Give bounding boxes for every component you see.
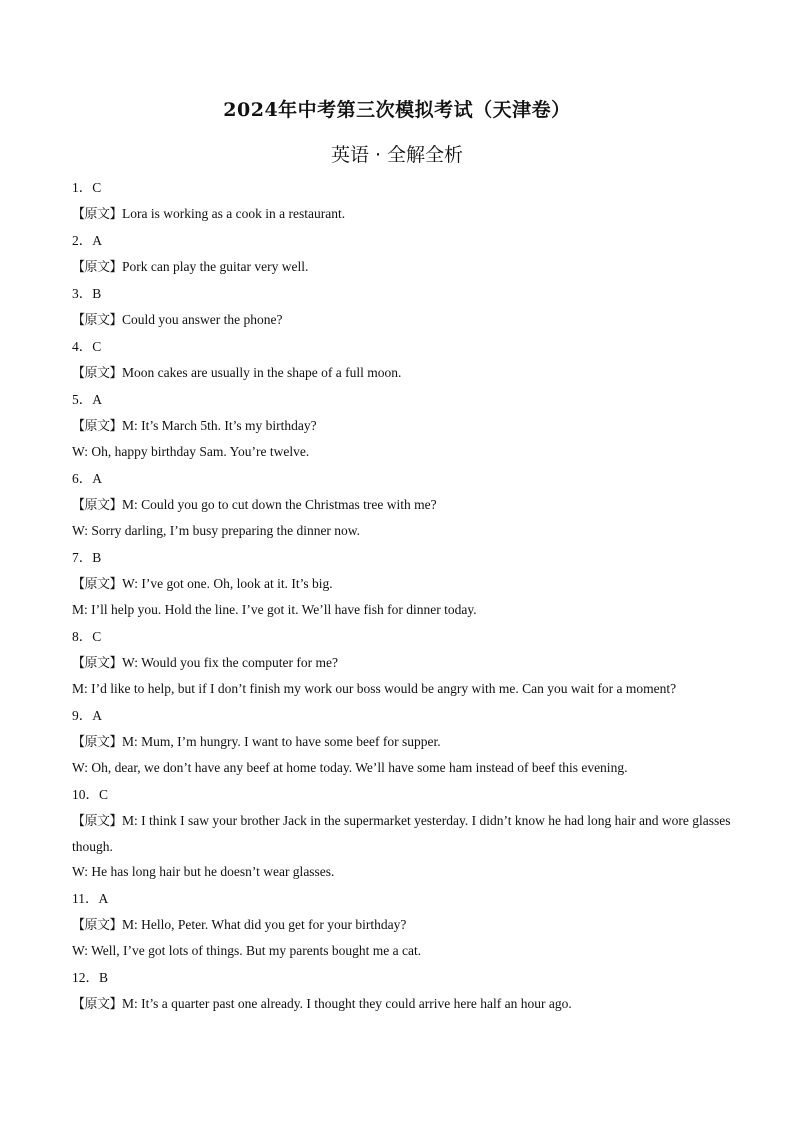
answer-key: 6．A xyxy=(72,471,102,486)
source-tag: 【原文】 xyxy=(72,498,123,513)
transcript-line xyxy=(72,492,732,518)
answer-key: 8．C xyxy=(72,629,102,644)
answer-key: 3．B xyxy=(72,286,102,301)
source-tag: 【原文】 xyxy=(72,656,123,671)
source-tag: 【原文】 xyxy=(72,735,123,750)
transcript-line xyxy=(72,912,732,938)
page-subtitle: 英语 · 全解全析 xyxy=(330,144,464,166)
answer-key: 10．C xyxy=(72,787,109,802)
transcript-text: W: I’ve got one. Oh, look at it. It’s big. xyxy=(122,576,333,591)
source-tag: 【原文】 xyxy=(72,260,123,275)
transcript-text: M: It’s a quarter past one already. I thought they could arrive here half an hour ago. xyxy=(122,996,572,1011)
transcript-line xyxy=(72,729,732,755)
transcript-text: M: It’s March 5th. It’s my birthday? xyxy=(122,418,317,433)
source-tag: 【原文】 xyxy=(72,419,123,434)
source-tag: 【原文】 xyxy=(72,366,123,381)
transcript-reply xyxy=(72,938,732,964)
transcript-text: Pork can play the guitar very well. xyxy=(122,259,309,274)
transcript-line xyxy=(72,201,732,227)
transcript-text: M: I’ll help you. Hold the line. I’ve got it. We’ll have fish for dinner today. xyxy=(72,602,477,617)
answer-key: 12．B xyxy=(72,970,109,985)
transcript-line xyxy=(72,413,732,439)
transcript-line xyxy=(72,307,732,333)
answer-item xyxy=(72,781,732,885)
answer-key: 7．B xyxy=(72,550,102,565)
source-tag: 【原文】 xyxy=(72,577,123,592)
answer-key: 4．C xyxy=(72,339,102,354)
answer-key: 1．C xyxy=(72,180,102,195)
transcript-reply xyxy=(72,439,732,465)
answer-item xyxy=(72,386,732,465)
transcript-text: M: Hello, Peter. What did you get for your birthday? xyxy=(122,917,407,932)
transcript-text: Moon cakes are usually in the shape of a full moon. xyxy=(122,365,402,380)
transcript-line xyxy=(72,991,732,1017)
answer-list xyxy=(72,174,732,1017)
answer-key: 9．A xyxy=(72,708,102,723)
answer-item xyxy=(72,885,732,964)
answer-key: 2．A xyxy=(72,233,102,248)
answer-item xyxy=(72,623,732,702)
transcript-text: W: He has long hair but he doesn’t wear glasses. xyxy=(72,864,335,879)
transcript-text: Lora is working as a cook in a restaurant. xyxy=(122,206,346,221)
transcript-text: M: I’d like to help, but if I don’t finish my work our boss would be angry with me. Can you wait for a moment? xyxy=(72,681,677,696)
transcript-reply xyxy=(72,597,732,623)
transcript-text: W: Oh, dear, we don’t have any beef at home today. We’ll have some ham instead of beef this evening. xyxy=(72,760,628,775)
transcript-line xyxy=(72,254,732,280)
transcript-text: Could you answer the phone? xyxy=(122,312,283,327)
source-tag: 【原文】 xyxy=(72,997,123,1012)
transcript-text: M: I think I saw your brother Jack in the supermarket yesterday. I didn’t know he had long hair and wore glasses though. xyxy=(72,813,731,854)
transcript-reply xyxy=(72,859,732,885)
source-tag: 【原文】 xyxy=(72,918,123,933)
transcript-text: W: Sorry darling, I’m busy preparing the dinner now. xyxy=(72,523,361,538)
answer-item xyxy=(72,702,732,781)
page-title: 2024年中考第三次模拟考试（天津卷） xyxy=(223,99,571,121)
answer-item xyxy=(72,227,732,280)
transcript-reply xyxy=(72,676,732,702)
answer-item xyxy=(72,174,732,227)
answer-item xyxy=(72,280,732,333)
transcript-text: W: Well, I’ve got lots of things. But my parents bought me a cat. xyxy=(72,943,422,958)
answer-item xyxy=(72,465,732,544)
transcript-text: M: Mum, I’m hungry. I want to have some beef for supper. xyxy=(122,734,441,749)
transcript-reply xyxy=(72,755,732,781)
answer-item xyxy=(72,964,732,1017)
transcript-text: W: Would you fix the computer for me? xyxy=(122,655,338,670)
source-tag: 【原文】 xyxy=(72,814,123,829)
transcript-text: W: Oh, happy birthday Sam. You’re twelve. xyxy=(72,444,310,459)
transcript-line xyxy=(72,808,732,859)
transcript-line xyxy=(72,650,732,676)
answer-item xyxy=(72,544,732,623)
transcript-text: M: Could you go to cut down the Christmas tree with me? xyxy=(122,497,437,512)
answer-item xyxy=(72,333,732,386)
source-tag: 【原文】 xyxy=(72,313,123,328)
transcript-line xyxy=(72,360,732,386)
answer-key: 5．A xyxy=(72,392,102,407)
transcript-line xyxy=(72,571,732,597)
answer-key: 11．A xyxy=(72,891,109,906)
transcript-reply xyxy=(72,518,732,544)
source-tag: 【原文】 xyxy=(72,207,123,222)
